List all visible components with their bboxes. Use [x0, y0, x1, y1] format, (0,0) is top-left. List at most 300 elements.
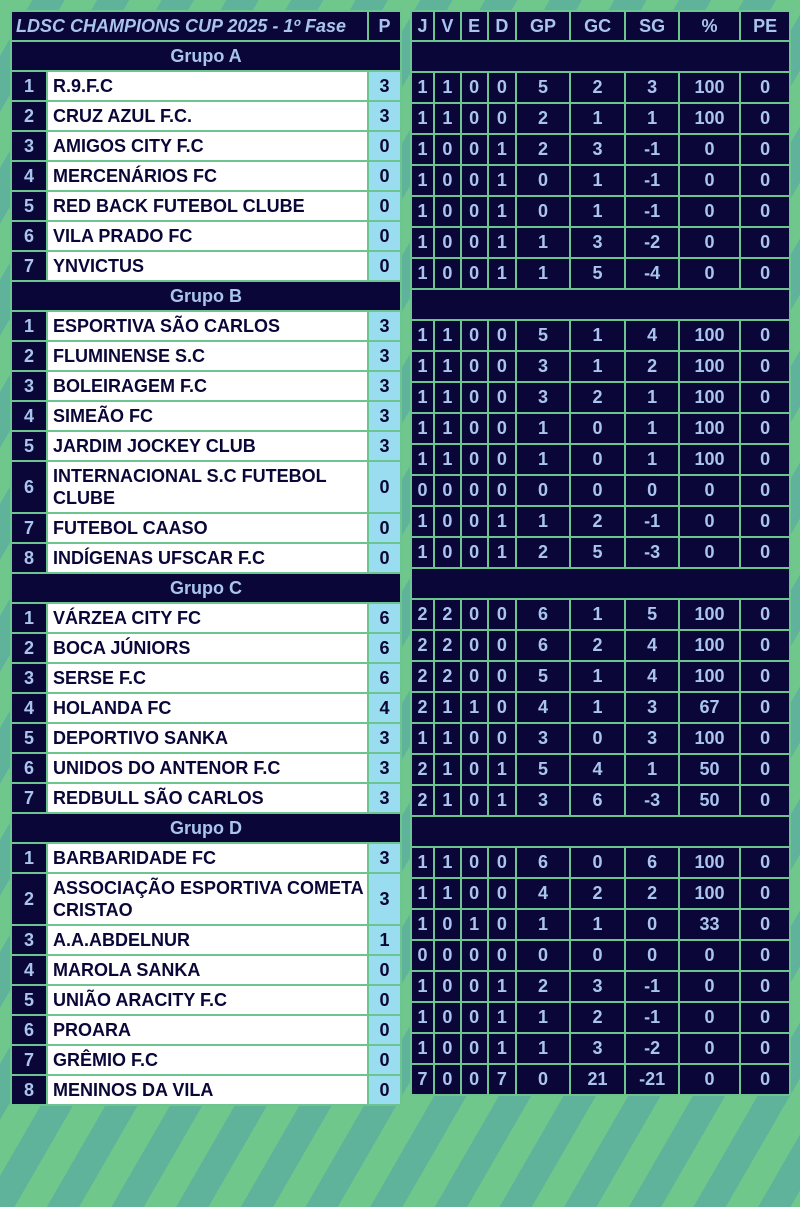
team-row — [11, 251, 401, 281]
stat-d: 0 — [488, 661, 517, 692]
team-position: 2 — [11, 873, 47, 925]
team-points: 3 — [368, 723, 401, 753]
stat-gp: 1 — [516, 1002, 570, 1033]
stat-pct: 0 — [679, 1064, 740, 1095]
stat-pct: 0 — [679, 165, 740, 196]
team-name: YNVICTUS — [47, 251, 368, 281]
standings-names-table — [10, 10, 402, 1106]
stat-pe: 0 — [740, 320, 790, 351]
team-position: 5 — [11, 723, 47, 753]
stats-row — [411, 165, 790, 196]
stat-j: 7 — [411, 1064, 434, 1095]
stat-pe: 0 — [740, 196, 790, 227]
header-row — [11, 11, 401, 41]
stat-d: 0 — [488, 351, 517, 382]
stat-gc: 2 — [570, 506, 625, 537]
stat-v: 1 — [434, 103, 461, 134]
team-row — [11, 71, 401, 101]
stat-sg: 2 — [625, 351, 679, 382]
stat-e: 0 — [461, 134, 488, 165]
team-points: 3 — [368, 401, 401, 431]
stat-e: 0 — [461, 754, 488, 785]
stats-row — [411, 227, 790, 258]
stat-pct: 50 — [679, 754, 740, 785]
stat-pct: 0 — [679, 537, 740, 568]
column-header-2: E — [461, 11, 488, 41]
stat-gp: 1 — [516, 258, 570, 289]
stats-row — [411, 909, 790, 940]
stat-pct: 67 — [679, 692, 740, 723]
group-spacer-cell — [411, 41, 790, 72]
stat-pe: 0 — [740, 475, 790, 506]
stat-pct: 100 — [679, 320, 740, 351]
team-row — [11, 161, 401, 191]
stat-d: 1 — [488, 1033, 517, 1064]
stat-j: 1 — [411, 1002, 434, 1033]
stat-pe: 0 — [740, 165, 790, 196]
stat-sg: -21 — [625, 1064, 679, 1095]
stat-e: 0 — [461, 351, 488, 382]
column-header-1: V — [434, 11, 461, 41]
team-row — [11, 401, 401, 431]
team-row — [11, 693, 401, 723]
header-row — [411, 11, 790, 41]
team-points: 0 — [368, 513, 401, 543]
stat-v: 1 — [434, 351, 461, 382]
stat-j: 1 — [411, 723, 434, 754]
column-header-p: P — [368, 11, 401, 41]
stat-gc: 0 — [570, 940, 625, 971]
stat-j: 1 — [411, 134, 434, 165]
group-title: Grupo B — [11, 281, 401, 311]
team-name: SERSE F.C — [47, 663, 368, 693]
stat-pct: 0 — [679, 971, 740, 1002]
stat-e: 0 — [461, 537, 488, 568]
stat-gc: 3 — [570, 1033, 625, 1064]
stats-row — [411, 134, 790, 165]
team-name: JARDIM JOCKEY CLUB — [47, 431, 368, 461]
stat-gp: 5 — [516, 320, 570, 351]
stat-e: 0 — [461, 878, 488, 909]
stat-gc: 5 — [570, 258, 625, 289]
stat-gc: 1 — [570, 165, 625, 196]
team-position: 6 — [11, 461, 47, 513]
stat-e: 0 — [461, 1033, 488, 1064]
stat-d: 0 — [488, 847, 517, 878]
stat-pct: 100 — [679, 661, 740, 692]
stat-v: 1 — [434, 847, 461, 878]
stat-sg: -1 — [625, 1002, 679, 1033]
team-name: ESPORTIVA SÃO CARLOS — [47, 311, 368, 341]
stat-d: 0 — [488, 382, 517, 413]
stat-d: 1 — [488, 196, 517, 227]
stat-d: 0 — [488, 320, 517, 351]
stat-j: 0 — [411, 475, 434, 506]
column-header-8: PE — [740, 11, 790, 41]
stat-gp: 0 — [516, 940, 570, 971]
stat-pe: 0 — [740, 971, 790, 1002]
stat-pe: 0 — [740, 382, 790, 413]
team-position: 2 — [11, 101, 47, 131]
team-row — [11, 783, 401, 813]
stat-d: 1 — [488, 134, 517, 165]
stat-v: 0 — [434, 475, 461, 506]
team-name: DEPORTIVO SANKA — [47, 723, 368, 753]
team-name: AMIGOS CITY F.C — [47, 131, 368, 161]
column-header-3: D — [488, 11, 517, 41]
stat-d: 0 — [488, 599, 517, 630]
stat-d: 0 — [488, 909, 517, 940]
team-position: 7 — [11, 783, 47, 813]
team-points: 4 — [368, 693, 401, 723]
stat-pct: 100 — [679, 444, 740, 475]
team-name: INTERNACIONAL S.C FUTEBOL CLUBE — [47, 461, 368, 513]
team-name: RED BACK FUTEBOL CLUBE — [47, 191, 368, 221]
stat-j: 2 — [411, 785, 434, 816]
stat-gc: 1 — [570, 599, 625, 630]
team-name: FUTEBOL CAASO — [47, 513, 368, 543]
stat-e: 0 — [461, 1064, 488, 1095]
team-name: A.A.ABDELNUR — [47, 925, 368, 955]
stat-j: 1 — [411, 351, 434, 382]
stat-e: 0 — [461, 444, 488, 475]
team-name: GRÊMIO F.C — [47, 1045, 368, 1075]
stat-gp: 6 — [516, 599, 570, 630]
team-points: 0 — [368, 1075, 401, 1105]
stat-pct: 100 — [679, 599, 740, 630]
team-points: 1 — [368, 925, 401, 955]
stat-j: 1 — [411, 878, 434, 909]
stat-v: 0 — [434, 165, 461, 196]
stat-gp: 0 — [516, 475, 570, 506]
stat-sg: 2 — [625, 878, 679, 909]
stats-row — [411, 940, 790, 971]
stat-pct: 0 — [679, 227, 740, 258]
stat-gp: 3 — [516, 382, 570, 413]
stat-sg: -2 — [625, 1033, 679, 1064]
team-position: 4 — [11, 161, 47, 191]
stats-row — [411, 475, 790, 506]
team-position: 7 — [11, 513, 47, 543]
stat-e: 0 — [461, 382, 488, 413]
stat-gp: 3 — [516, 785, 570, 816]
stat-pe: 0 — [740, 506, 790, 537]
stat-sg: 0 — [625, 909, 679, 940]
stat-pct: 100 — [679, 413, 740, 444]
stat-gp: 3 — [516, 351, 570, 382]
team-row — [11, 955, 401, 985]
stat-gc: 1 — [570, 103, 625, 134]
stat-sg: 1 — [625, 754, 679, 785]
stat-pe: 0 — [740, 1033, 790, 1064]
stat-sg: -3 — [625, 785, 679, 816]
stat-pe: 0 — [740, 909, 790, 940]
stat-j: 1 — [411, 847, 434, 878]
stat-e: 0 — [461, 599, 488, 630]
stat-sg: 3 — [625, 692, 679, 723]
stat-pe: 0 — [740, 878, 790, 909]
stat-j: 1 — [411, 382, 434, 413]
stat-d: 0 — [488, 444, 517, 475]
team-row — [11, 221, 401, 251]
stats-row — [411, 971, 790, 1002]
stat-e: 0 — [461, 258, 488, 289]
stat-v: 1 — [434, 413, 461, 444]
stat-e: 0 — [461, 940, 488, 971]
team-points: 6 — [368, 663, 401, 693]
team-points: 3 — [368, 843, 401, 873]
stat-pct: 100 — [679, 351, 740, 382]
stat-j: 2 — [411, 599, 434, 630]
stat-pe: 0 — [740, 413, 790, 444]
team-name: MAROLA SANKA — [47, 955, 368, 985]
stat-d: 0 — [488, 692, 517, 723]
team-points: 0 — [368, 251, 401, 281]
stat-pe: 0 — [740, 227, 790, 258]
team-points: 0 — [368, 1015, 401, 1045]
team-name: UNIÃO ARACITY F.C — [47, 985, 368, 1015]
team-row — [11, 723, 401, 753]
stat-e: 0 — [461, 475, 488, 506]
team-name: CRUZ AZUL F.C. — [47, 101, 368, 131]
stat-v: 2 — [434, 599, 461, 630]
stat-gp: 0 — [516, 1064, 570, 1095]
team-points: 3 — [368, 873, 401, 925]
stat-gp: 1 — [516, 1033, 570, 1064]
team-position: 2 — [11, 341, 47, 371]
team-name: BOCA JÚNIORS — [47, 633, 368, 663]
team-position: 8 — [11, 543, 47, 573]
team-points: 0 — [368, 1045, 401, 1075]
stat-d: 1 — [488, 785, 517, 816]
stat-d: 1 — [488, 227, 517, 258]
team-points: 3 — [368, 311, 401, 341]
team-row — [11, 843, 401, 873]
stat-v: 0 — [434, 258, 461, 289]
team-position: 5 — [11, 431, 47, 461]
stat-gc: 0 — [570, 475, 625, 506]
stat-gc: 1 — [570, 196, 625, 227]
stat-gp: 1 — [516, 227, 570, 258]
stat-pe: 0 — [740, 723, 790, 754]
team-row — [11, 543, 401, 573]
team-points: 0 — [368, 221, 401, 251]
stat-gc: 6 — [570, 785, 625, 816]
stats-row — [411, 785, 790, 816]
team-points: 6 — [368, 603, 401, 633]
column-header-0: J — [411, 11, 434, 41]
stat-e: 0 — [461, 320, 488, 351]
team-row — [11, 1015, 401, 1045]
stats-row — [411, 537, 790, 568]
stat-j: 0 — [411, 940, 434, 971]
stat-e: 0 — [461, 971, 488, 1002]
stat-j: 1 — [411, 165, 434, 196]
stat-v: 1 — [434, 320, 461, 351]
stat-gc: 3 — [570, 971, 625, 1002]
page-title: LDSC CHAMPIONS CUP 2025 - 1º Fase — [11, 11, 368, 41]
stat-e: 0 — [461, 196, 488, 227]
team-row — [11, 603, 401, 633]
stat-gp: 2 — [516, 103, 570, 134]
stat-d: 0 — [488, 475, 517, 506]
stat-pct: 100 — [679, 382, 740, 413]
team-points: 0 — [368, 543, 401, 573]
team-position: 3 — [11, 925, 47, 955]
stat-pct: 33 — [679, 909, 740, 940]
stat-gp: 2 — [516, 537, 570, 568]
team-row — [11, 311, 401, 341]
stat-d: 1 — [488, 754, 517, 785]
stat-d: 1 — [488, 258, 517, 289]
stat-gp: 2 — [516, 134, 570, 165]
team-name: REDBULL SÃO CARLOS — [47, 783, 368, 813]
stat-pe: 0 — [740, 134, 790, 165]
stat-v: 0 — [434, 1002, 461, 1033]
stat-e: 1 — [461, 692, 488, 723]
team-row — [11, 131, 401, 161]
stat-pe: 0 — [740, 785, 790, 816]
stat-pct: 100 — [679, 847, 740, 878]
group-title: Grupo D — [11, 813, 401, 843]
stat-j: 2 — [411, 692, 434, 723]
stat-gc: 5 — [570, 537, 625, 568]
stat-v: 0 — [434, 227, 461, 258]
stat-e: 0 — [461, 630, 488, 661]
stat-v: 0 — [434, 1033, 461, 1064]
team-row — [11, 371, 401, 401]
team-name: FLUMINENSE S.C — [47, 341, 368, 371]
stats-row — [411, 196, 790, 227]
stat-gp: 6 — [516, 847, 570, 878]
team-position: 2 — [11, 633, 47, 663]
stat-gc: 1 — [570, 661, 625, 692]
stat-sg: 0 — [625, 940, 679, 971]
stat-gp: 6 — [516, 630, 570, 661]
stat-gc: 2 — [570, 72, 625, 103]
stats-row — [411, 723, 790, 754]
team-position: 1 — [11, 311, 47, 341]
stat-sg: 1 — [625, 413, 679, 444]
stat-gp: 3 — [516, 723, 570, 754]
stat-gp: 2 — [516, 971, 570, 1002]
stat-d: 0 — [488, 878, 517, 909]
stat-j: 1 — [411, 72, 434, 103]
team-row — [11, 1075, 401, 1105]
stats-row — [411, 599, 790, 630]
stat-e: 0 — [461, 1002, 488, 1033]
stat-v: 1 — [434, 785, 461, 816]
team-row — [11, 753, 401, 783]
group-title: Grupo A — [11, 41, 401, 71]
stat-pct: 100 — [679, 878, 740, 909]
team-row — [11, 633, 401, 663]
team-name: HOLANDA FC — [47, 693, 368, 723]
stat-gc: 3 — [570, 227, 625, 258]
group-header — [11, 41, 401, 71]
stat-j: 1 — [411, 537, 434, 568]
stat-v: 1 — [434, 382, 461, 413]
stats-row — [411, 1002, 790, 1033]
group-spacer — [411, 568, 790, 599]
team-position: 5 — [11, 985, 47, 1015]
stat-sg: 1 — [625, 103, 679, 134]
stat-sg: 5 — [625, 599, 679, 630]
stat-d: 0 — [488, 940, 517, 971]
column-header-5: GC — [570, 11, 625, 41]
stat-d: 7 — [488, 1064, 517, 1095]
stat-j: 1 — [411, 971, 434, 1002]
team-row — [11, 191, 401, 221]
stat-v: 0 — [434, 909, 461, 940]
stat-v: 0 — [434, 537, 461, 568]
team-row — [11, 925, 401, 955]
stats-row — [411, 103, 790, 134]
stat-sg: -1 — [625, 134, 679, 165]
team-points: 3 — [368, 783, 401, 813]
stat-sg: -4 — [625, 258, 679, 289]
team-name: PROARA — [47, 1015, 368, 1045]
stat-pct: 0 — [679, 475, 740, 506]
team-name: UNIDOS DO ANTENOR F.C — [47, 753, 368, 783]
stat-gp: 4 — [516, 692, 570, 723]
stat-gp: 0 — [516, 196, 570, 227]
stat-gc: 1 — [570, 909, 625, 940]
team-position: 1 — [11, 71, 47, 101]
stat-e: 0 — [461, 165, 488, 196]
stat-v: 2 — [434, 630, 461, 661]
team-name: BARBARIDADE FC — [47, 843, 368, 873]
team-points: 3 — [368, 371, 401, 401]
stat-j: 1 — [411, 909, 434, 940]
stats-row — [411, 754, 790, 785]
stat-e: 0 — [461, 72, 488, 103]
stat-d: 0 — [488, 723, 517, 754]
stat-v: 0 — [434, 971, 461, 1002]
team-name: VÁRZEA CITY FC — [47, 603, 368, 633]
stat-pct: 0 — [679, 134, 740, 165]
stat-v: 1 — [434, 723, 461, 754]
team-name: BOLEIRAGEM F.C — [47, 371, 368, 401]
stats-row — [411, 320, 790, 351]
stat-j: 1 — [411, 1033, 434, 1064]
team-position: 1 — [11, 603, 47, 633]
team-points: 3 — [368, 431, 401, 461]
stat-sg: 3 — [625, 723, 679, 754]
stat-d: 0 — [488, 72, 517, 103]
stat-v: 1 — [434, 72, 461, 103]
stat-sg: -3 — [625, 537, 679, 568]
stat-gp: 4 — [516, 878, 570, 909]
stat-sg: -1 — [625, 196, 679, 227]
stat-pe: 0 — [740, 72, 790, 103]
team-row — [11, 663, 401, 693]
stat-d: 0 — [488, 413, 517, 444]
stat-j: 1 — [411, 444, 434, 475]
stat-sg: -1 — [625, 165, 679, 196]
standings-stats-table — [410, 10, 791, 1096]
stat-gc: 0 — [570, 413, 625, 444]
stat-pe: 0 — [740, 1002, 790, 1033]
team-name: VILA PRADO FC — [47, 221, 368, 251]
stat-gc: 2 — [570, 1002, 625, 1033]
stat-gp: 5 — [516, 72, 570, 103]
stat-sg: 4 — [625, 661, 679, 692]
stats-row — [411, 351, 790, 382]
team-points: 6 — [368, 633, 401, 663]
stat-pct: 0 — [679, 258, 740, 289]
stat-gc: 21 — [570, 1064, 625, 1095]
